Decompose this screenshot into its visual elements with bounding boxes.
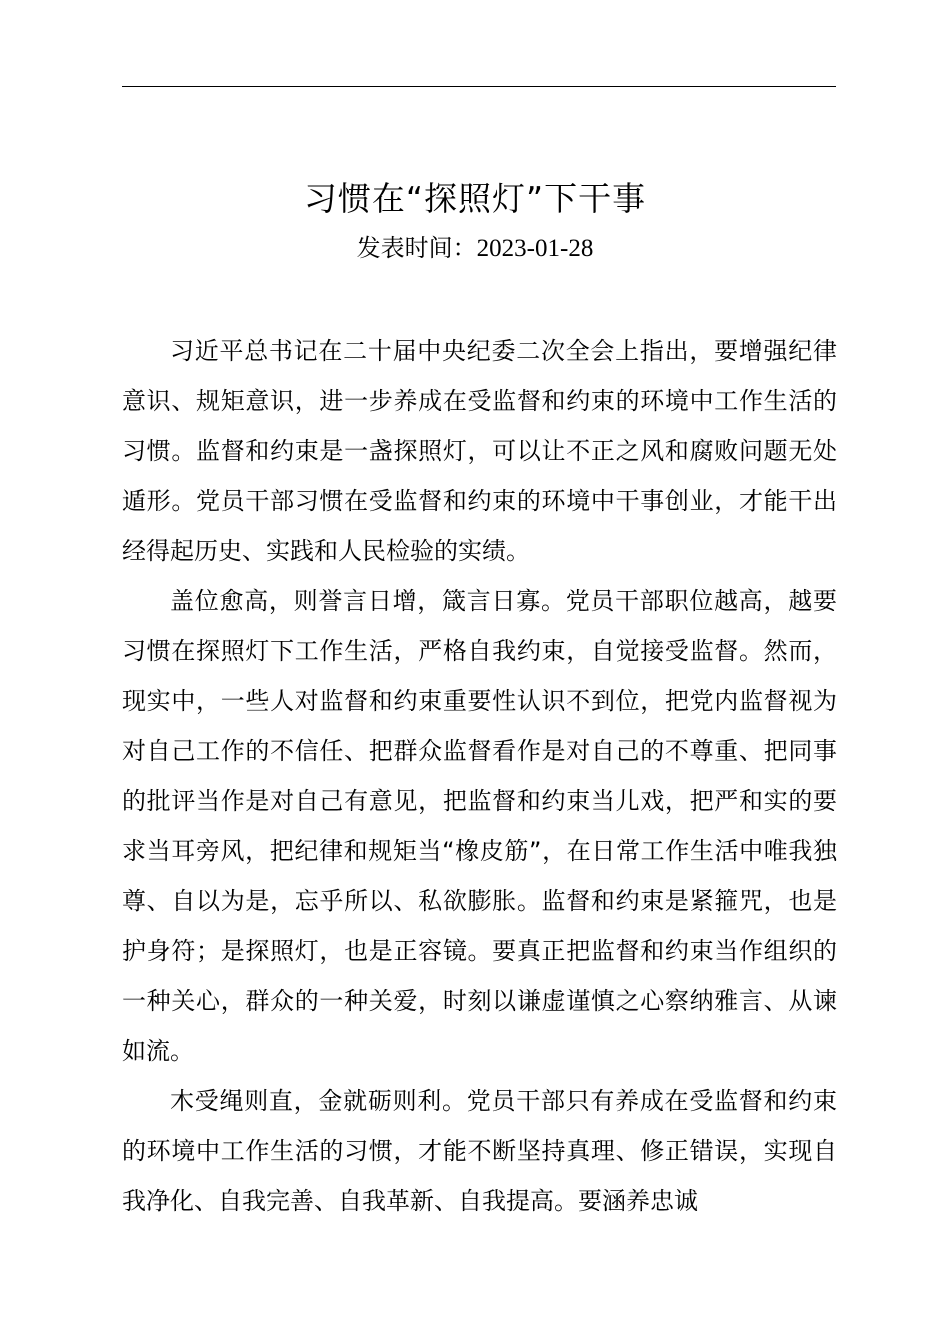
article-body — [122, 326, 837, 1226]
header-rule — [122, 86, 836, 87]
paragraph-2: 盖位愈高，则誉言日增，箴言日寡。党员干部职位越高，越要习惯在探照灯下工作生活，严格自我约束，自觉接受监督。然而，现实中，一些人对监督和约束重要性认识不到位，把党内监督视为对自己工作的不信任、把群众监督看作是对自己的不尊重、把同事的批评当作是对自己有意见，把监督和约束当儿戏，把严和实的要求当耳旁风，把纪律和规矩当“橡皮筋”，在日常工作生活中唯我独尊、自以为是，忘乎所以、私欲膨胀。监督和约束是紧箍咒，也是护身符；是探照灯，也是正容镜。要真正把监督和约束当作组织的一种关心，群众的一种关爱，时刻以谦虚谨慎之心察纳雅言、从谏如流。 — [122, 587, 837, 1065]
publish-date — [0, 228, 950, 269]
article-title: 习惯在“探照灯”下干事 — [303, 179, 647, 218]
paragraph-1: 习近平总书记在二十届中央纪委二次全会上指出，要增强纪律意识、规矩意识，进一步养成在受监督和约束的环境中工作生活的习惯。监督和约束是一盏探照灯，可以让不正之风和腐败问题无处遁形。党员干部习惯在受监督和约束的环境中干事创业，才能干出经得起历史、实践和人民检验的实绩。 — [122, 337, 837, 565]
publish-date-value: 2023-01-28 — [476, 235, 594, 262]
paragraph-3: 木受绳则直，金就砺则利。党员干部只有养成在受监督和约束的环境中工作生活的习惯，才能不断坚持真理、修正错误，实现自我净化、自我完善、自我革新、自我提高。要涵养忠诚 — [122, 1087, 837, 1215]
publish-date-label: 发表时间： — [356, 234, 477, 262]
